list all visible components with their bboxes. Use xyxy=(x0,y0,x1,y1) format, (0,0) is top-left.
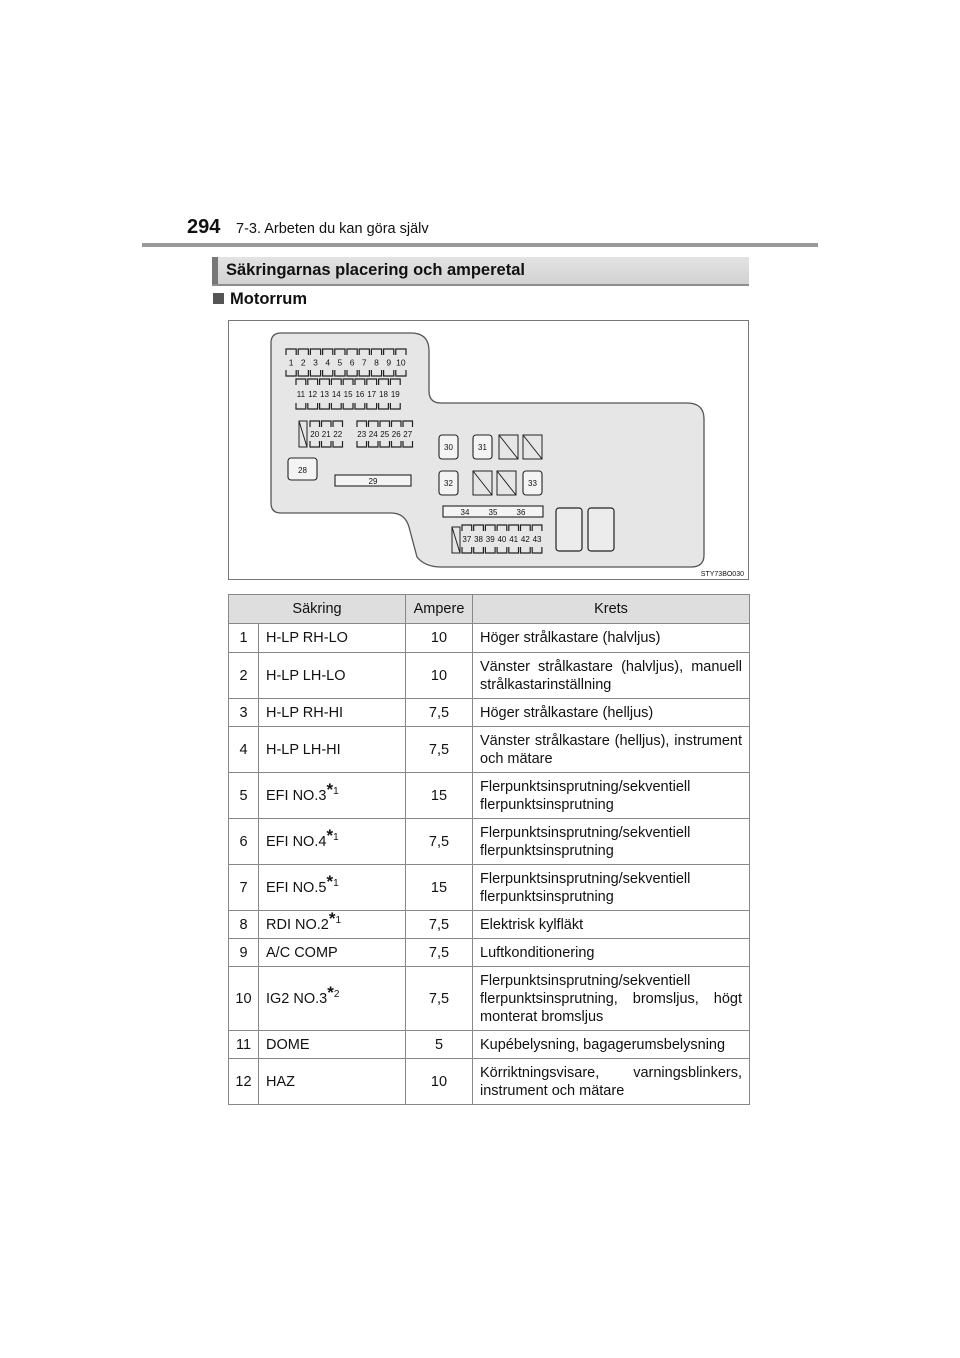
large-relay xyxy=(556,508,582,551)
subheading xyxy=(213,290,307,309)
fuse-number: 1 xyxy=(229,624,259,653)
star-icon: * xyxy=(328,908,336,928)
fuse-label: 9 xyxy=(386,357,392,368)
footnote-ref xyxy=(326,779,339,799)
fuse-name-text: A/C COMP xyxy=(266,944,338,961)
fuse-box-drawing xyxy=(229,321,748,579)
fuse-name xyxy=(259,819,406,865)
footnote-number: 1 xyxy=(333,877,339,889)
fuse-label: 3 xyxy=(313,357,318,368)
table-row xyxy=(229,624,750,653)
header-circuit: Krets xyxy=(473,595,750,624)
fuse-label: 42 xyxy=(520,535,530,544)
fuse-number: 3 xyxy=(229,699,259,727)
fuse-number: 12 xyxy=(229,1059,259,1105)
fuse-name-text: EFI NO.5 xyxy=(266,879,327,896)
fuse-circuit: Luftkonditionering xyxy=(473,939,750,967)
fuse-label-29: 29 xyxy=(368,477,378,486)
fuse-label: 17 xyxy=(367,390,377,399)
table-row xyxy=(229,819,750,865)
fuse-circuit: Körriktningsvisare, varningsblinkers, instrument och mätare xyxy=(473,1059,750,1105)
fuse-label: 5 xyxy=(337,357,343,368)
fuse-label: 37 xyxy=(462,535,472,544)
fuse-label: 12 xyxy=(308,390,318,399)
fuse-circuit: Kupébelysning, bagagerumsbelysning xyxy=(473,1031,750,1059)
fuse-name xyxy=(259,865,406,911)
fuse-label: 21 xyxy=(321,430,331,439)
footnote-number: 1 xyxy=(335,914,342,926)
fuse-label: 43 xyxy=(532,535,542,544)
fuse-label: 26 xyxy=(391,430,401,439)
fuse-number: 8 xyxy=(229,911,259,939)
fuse-label: 39 xyxy=(485,535,495,544)
table-row xyxy=(229,1059,750,1105)
fuse-ampere: 5 xyxy=(406,1031,473,1059)
table-row xyxy=(229,727,750,773)
fuse-label: 11 xyxy=(296,390,306,399)
fuse-name-text: H-LP LH-LO xyxy=(266,667,346,684)
fuse-circuit: Flerpunktsinsprutning/sekventiell flerpunktsinsprutning, bromsljus, högt monterat bromsljus xyxy=(473,967,750,1031)
footnote-ref xyxy=(327,982,340,1002)
fuse-name xyxy=(259,1031,406,1059)
fuse-number: 11 xyxy=(229,1031,259,1059)
fuse-ampere: 7,5 xyxy=(406,819,473,865)
table-row xyxy=(229,653,750,699)
fuse-label: 15 xyxy=(343,390,353,399)
footnote-ref xyxy=(326,825,339,845)
fuse-ampere: 10 xyxy=(406,1059,473,1105)
footnote-number: 1 xyxy=(333,785,339,797)
fuse-ampere: 7,5 xyxy=(406,967,473,1031)
star-icon: * xyxy=(327,982,334,1002)
page-number: 294 xyxy=(187,216,221,238)
fuse-name-text: H-LP RH-HI xyxy=(266,704,344,721)
fuse-label: 38 xyxy=(474,535,484,544)
fuse-label: 19 xyxy=(390,390,400,399)
fuse-label: 25 xyxy=(380,430,390,439)
header-rule xyxy=(142,243,818,247)
fuse-number: 6 xyxy=(229,819,259,865)
fuse-name-text: IG2 NO.3 xyxy=(266,990,328,1007)
star-icon: * xyxy=(326,779,334,799)
fuse-label: 35 xyxy=(488,508,498,517)
fuse-ampere: 15 xyxy=(406,773,473,819)
fuse-circuit: Vänster strålkastare (halvljus), manuell strålkastarinställning xyxy=(473,653,750,699)
fuse-label-28: 28 xyxy=(298,466,307,475)
table-row xyxy=(229,699,750,727)
fuse-name xyxy=(259,908,406,939)
fuse-ampere: 7,5 xyxy=(406,699,473,727)
fuse-circuit: Vänster strålkastare (helljus), instrument och mätare xyxy=(473,727,750,773)
fuse-name-text: EFI NO.4 xyxy=(266,833,327,850)
fuse-label: 6 xyxy=(349,357,355,368)
fuse-label: 1 xyxy=(288,357,294,368)
fuse-name-text: RDI NO.2 xyxy=(266,916,329,933)
fuse-name xyxy=(259,727,406,773)
fuse-name xyxy=(259,699,406,727)
square-bullet-icon xyxy=(213,293,224,304)
fuse-ampere: 7,5 xyxy=(406,727,473,773)
fuse-label: 2 xyxy=(300,357,306,368)
subheading-text: Motorrum xyxy=(230,290,307,308)
fuse-label: 14 xyxy=(331,390,341,399)
fuse-name-text: H-LP RH-LO xyxy=(266,630,348,646)
fuse-ampere: 10 xyxy=(406,624,473,653)
table-row xyxy=(229,939,750,967)
fuse-label: 18 xyxy=(379,390,388,399)
fuse-label: 13 xyxy=(320,390,329,399)
fuse-label: 4 xyxy=(325,357,331,368)
fuse-circuit: Höger strålkastare (halvljus) xyxy=(473,624,750,653)
fuse-name xyxy=(259,773,406,819)
fuse-label: 10 xyxy=(396,357,406,368)
fuse-name xyxy=(259,624,406,653)
fuse-label: 24 xyxy=(368,430,378,439)
fuse-label: 7 xyxy=(361,357,367,368)
table-row xyxy=(229,967,750,1031)
table-row xyxy=(229,911,750,939)
fuse-number: 4 xyxy=(229,727,259,773)
section-marker xyxy=(212,257,218,284)
table-row xyxy=(229,865,750,911)
fuse-ampere: 10 xyxy=(406,653,473,699)
fuse-label-33: 33 xyxy=(528,479,537,488)
fuse-label: 34 xyxy=(460,508,470,517)
fuse-circuit: Flerpunktsinsprutning/sekventiell flerpunktsinsprutning xyxy=(473,819,750,865)
chapter-title: 7-3. Arbeten du kan göra själv xyxy=(236,221,429,237)
fuse-name-text: EFI NO.3 xyxy=(266,787,327,804)
fuse-table xyxy=(228,594,750,1105)
fuse-label: 36 xyxy=(516,508,526,517)
fuse-label: 27 xyxy=(403,430,413,439)
fuse-label-31: 31 xyxy=(478,443,487,452)
header-ampere: Ampere xyxy=(406,595,473,624)
footnote-ref xyxy=(328,908,342,928)
fuse-label: 8 xyxy=(374,357,379,368)
fuse-label: 23 xyxy=(357,430,367,439)
footnote-number: 1 xyxy=(333,831,339,843)
fuse-label: 22 xyxy=(333,430,343,439)
fuse-name-text: HAZ xyxy=(266,1073,295,1090)
fuse-circuit: Höger strålkastare (helljus) xyxy=(473,699,750,727)
table-row xyxy=(229,773,750,819)
fuse-ampere: 7,5 xyxy=(406,939,473,967)
fuse-label: 16 xyxy=(355,390,365,399)
fuse-number: 5 xyxy=(229,773,259,819)
fuse-number: 9 xyxy=(229,939,259,967)
footnote-ref xyxy=(326,871,339,891)
section-bar xyxy=(212,257,749,286)
fuse-ampere: 7,5 xyxy=(406,911,473,939)
header-fuse: Säkring xyxy=(229,595,406,624)
fuse-label: 20 xyxy=(310,430,320,439)
fuse-name-text: DOME xyxy=(266,1036,310,1053)
table-header-row xyxy=(229,595,750,624)
fuse-ampere: 15 xyxy=(406,865,473,911)
fuse-label: 41 xyxy=(509,535,519,544)
fuse-name xyxy=(259,1059,406,1105)
fuse-name-text: H-LP LH-HI xyxy=(266,741,341,758)
fuse-number: 7 xyxy=(229,865,259,911)
fuse-label: 40 xyxy=(497,535,507,544)
fuse-label-32: 32 xyxy=(444,479,453,488)
fuse-name xyxy=(259,653,406,699)
section-title: Säkringarnas placering och amperetal xyxy=(226,261,525,279)
star-icon: * xyxy=(326,825,334,845)
star-icon: * xyxy=(326,871,334,891)
table-row xyxy=(229,1031,750,1059)
fuse-circuit: Elektrisk kylfläkt xyxy=(473,911,750,939)
footnote-number: 2 xyxy=(333,988,340,1000)
fuse-box-diagram xyxy=(228,320,749,580)
fuse-label-30: 30 xyxy=(444,443,453,452)
fuse-name xyxy=(259,967,406,1031)
fuse-number: 2 xyxy=(229,653,259,699)
fuse-name xyxy=(259,939,406,967)
fuse-number: 10 xyxy=(229,967,259,1031)
image-code: STY73BO030 xyxy=(700,571,744,578)
fuse-circuit: Flerpunktsinsprutning/sekventiell flerpunktsinsprutning xyxy=(473,773,750,819)
large-relay xyxy=(588,508,614,551)
fuse-circuit: Flerpunktsinsprutning/sekventiell flerpunktsinsprutning xyxy=(473,865,750,911)
